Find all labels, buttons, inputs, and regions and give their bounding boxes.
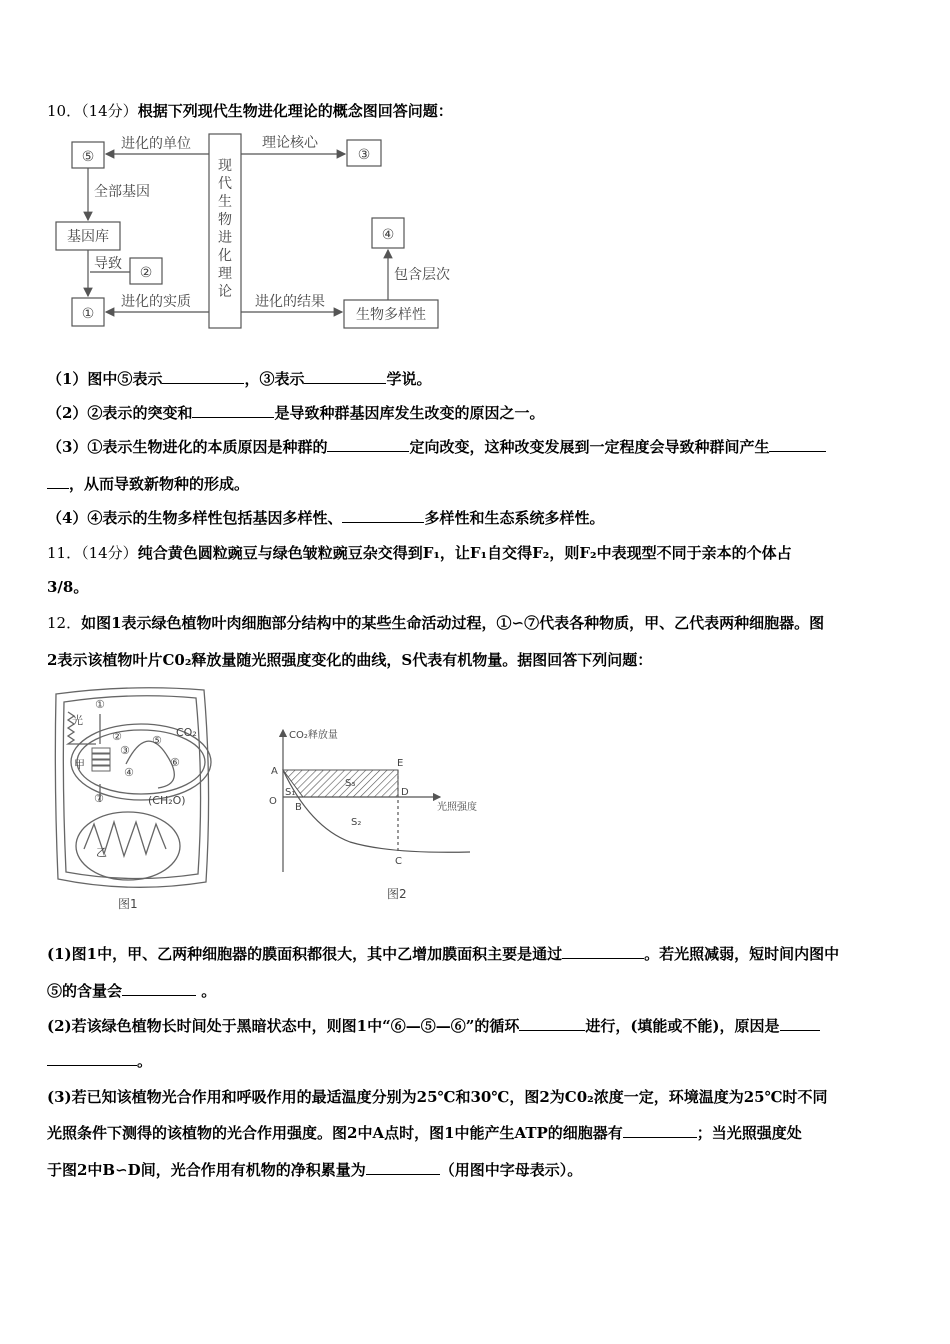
y-axis-label: CO₂释放量 xyxy=(289,730,338,741)
num-1: ① xyxy=(95,698,105,711)
q12-part2-cont xyxy=(47,1051,152,1071)
label-lead: 导致 xyxy=(94,256,122,272)
q12-part3-l3 xyxy=(47,1160,582,1180)
q12-p2-blank2-cont[interactable] xyxy=(47,1051,137,1066)
q11-text-1: 纯合黄色圆粒豌豆与绿色皱粒豌豆杂交得到F₁，让F₁自交得F₂，则F₂中表现型不同于亲本的个体占 xyxy=(137,544,792,562)
q12-part1 xyxy=(47,944,839,964)
box-1-label: ① xyxy=(81,306,95,322)
q11-text-2: 3/8。 xyxy=(47,578,89,596)
thylakoid xyxy=(92,760,110,765)
q12-line1 xyxy=(47,613,824,633)
q10-p1-blank1[interactable] xyxy=(162,369,244,384)
q11-line2 xyxy=(47,577,88,597)
q10-stem xyxy=(47,101,453,121)
q10-p1-text-c: 学说。 xyxy=(386,370,432,388)
box-5-label: ⑤ xyxy=(81,149,95,165)
q10-part3 xyxy=(47,437,826,457)
q10-p1-blank2[interactable] xyxy=(304,369,386,384)
q10-number: 10． xyxy=(47,102,82,120)
figure1-cell-diagram xyxy=(46,684,216,914)
point-e: E xyxy=(397,758,404,769)
point-a: A xyxy=(271,766,278,777)
q12-p3-text-d: 于图2中B∽D间，光合作用有机物的净积累量为 xyxy=(47,1161,366,1179)
figure2-co2-curve xyxy=(265,722,490,907)
theory-char: 现 xyxy=(218,158,232,174)
q12-p3-blank2[interactable] xyxy=(366,1160,440,1175)
q12-p1-blank1[interactable] xyxy=(562,944,644,959)
label-all-genes: 全部基因 xyxy=(94,184,150,200)
yi-label: 乙 xyxy=(96,846,107,859)
q12-p3-text-c: ；当光照强度处 xyxy=(696,1124,802,1142)
point-b: B xyxy=(295,802,302,813)
q10-part3-cont xyxy=(47,474,249,494)
thylakoid xyxy=(92,748,110,753)
q10-stem-text: 根据下列现代生物进化理论的概念图回答问题： xyxy=(137,102,453,120)
q12-p2-blank2[interactable] xyxy=(780,1016,820,1031)
point-o: O xyxy=(269,796,277,807)
x-axis-label: 光照强度 xyxy=(437,802,477,813)
point-d: D xyxy=(401,787,409,798)
q12-p2-text-c: 。 xyxy=(137,1052,153,1070)
q12-line2 xyxy=(47,650,652,670)
area-s3 xyxy=(283,770,398,797)
box-4-label: ④ xyxy=(381,227,395,243)
q10-p2-blank[interactable] xyxy=(192,403,274,418)
thylakoid xyxy=(92,766,110,771)
q10-score: （14分） xyxy=(81,102,138,120)
label-s2: S₂ xyxy=(351,817,362,828)
q10-part2 xyxy=(47,403,544,423)
box-2-label: ② xyxy=(139,265,153,281)
num-2: ② xyxy=(112,730,122,743)
q10-p3-text-a: （3）①表示生物进化的本质原因是种群的 xyxy=(47,438,328,456)
q12-part2 xyxy=(47,1016,820,1036)
q11-score: （14分） xyxy=(81,544,138,562)
q10-p1-text-a: （1）图中⑤表示 xyxy=(47,370,163,388)
q10-p3-text-b: 定向改变，这种改变发展到一定程度会导致种群间产生 xyxy=(409,438,770,456)
thylakoid xyxy=(92,754,110,759)
theory-char: 物 xyxy=(218,212,232,228)
q12-text-1: 如图1表示绿色植物叶肉细胞部分结构中的某些生命活动过程，①∽⑦代表各种物质，甲、乙代表两种细胞器。图 xyxy=(81,614,825,632)
label-result: 进化的结果 xyxy=(255,294,325,310)
diversity-label: 生物多样性 xyxy=(356,307,426,323)
q12-p1-blank2[interactable] xyxy=(122,981,196,996)
light-label: 光 xyxy=(72,714,83,727)
label-unit: 进化的单位 xyxy=(121,136,191,152)
q12-p1-text-c: ⑤的含量会 xyxy=(47,982,123,1000)
q10-p4-text-b: 多样性和生态系统多样性。 xyxy=(424,509,605,527)
ch2o-label: (CH₂O) xyxy=(148,794,186,807)
num-3: ③ xyxy=(120,744,130,757)
q11-number: 11． xyxy=(47,544,82,562)
q10-p2-text-a: （2）②表示的突变和 xyxy=(47,404,193,422)
num-6: ⑥ xyxy=(170,756,180,769)
q12-p2-text-a: (2)若该绿色植物长时间处于黑暗状态中，则图1中“⑥—⑤—⑥”的循环 xyxy=(47,1017,520,1035)
label-s1: S₁ xyxy=(285,787,296,798)
theory-char: 化 xyxy=(218,248,232,264)
q12-part3-l2 xyxy=(47,1123,802,1143)
q12-text-2: 2表示该植物叶片C0₂释放量随光照强度变化的曲线，S代表有机物量。据图回答下列问题： xyxy=(47,651,653,669)
theory-char: 理 xyxy=(218,266,232,282)
num-7: ⑦ xyxy=(94,792,104,805)
label-s3: S₃ xyxy=(345,778,356,789)
theory-char: 论 xyxy=(218,284,232,300)
q12-p1-text-a: (1)图1中，甲、乙两种细胞器的膜面积都很大，其中乙增加膜面积主要是通过 xyxy=(47,945,563,963)
box-3-label: ③ xyxy=(357,147,371,163)
q10-p3-blank2[interactable] xyxy=(769,437,826,452)
q12-p1-text-b: 。若光照减弱，短时间内图中 xyxy=(644,945,840,963)
figure2-caption: 图2 xyxy=(387,887,407,901)
q10-part4 xyxy=(47,508,604,528)
q12-p3-text-e: （用图中字母表示）。 xyxy=(439,1161,583,1179)
num-5: ⑤ xyxy=(152,734,162,747)
q10-p4-blank[interactable] xyxy=(342,508,424,523)
co2-label: CO₂ xyxy=(176,726,197,739)
q12-number: 12． xyxy=(47,614,82,632)
q10-part1 xyxy=(47,369,431,389)
label-levels: 包含层次 xyxy=(394,267,450,283)
jia-label: 甲 xyxy=(74,758,85,771)
theory-char: 代 xyxy=(218,176,232,192)
q10-p2-text-b: 是导致种群基因库发生改变的原因之一。 xyxy=(274,404,545,422)
q12-p2-blank1[interactable] xyxy=(519,1016,585,1031)
gene-pool-label: 基因库 xyxy=(67,229,109,245)
q10-p1-text-b: ，③表示 xyxy=(244,370,305,388)
q11-line1 xyxy=(47,543,792,563)
q12-p3-blank1[interactable] xyxy=(623,1123,697,1138)
q10-p4-text-a: （4）④表示的生物多样性包括基因多样性、 xyxy=(47,509,343,527)
q10-p3-blank1[interactable] xyxy=(327,437,409,452)
q12-part1-cont xyxy=(47,981,216,1001)
q12-p1-text-d: 。 xyxy=(201,982,217,1000)
point-c: C xyxy=(395,856,402,867)
label-core: 理论核心 xyxy=(262,135,318,151)
label-essence: 进化的实质 xyxy=(121,294,191,310)
figure1-caption: 图1 xyxy=(118,897,138,911)
theory-char: 进 xyxy=(218,230,232,246)
q12-p3-text-b: 光照条件下测得的该植物的光合作用强度。图2中A点时，图1中能产生ATP的细胞器有 xyxy=(47,1124,623,1142)
q10-p3-blank2-cont[interactable] xyxy=(47,474,69,489)
theory-vertical-text xyxy=(218,158,232,300)
q12-part3 xyxy=(47,1087,828,1107)
evolution-concept-diagram xyxy=(50,130,460,335)
q10-p3-text-c: ，从而导致新物种的形成。 xyxy=(69,475,250,493)
theory-char: 生 xyxy=(218,194,232,210)
q12-p2-text-b: 进行，(填能或不能)，原因是 xyxy=(585,1017,780,1035)
num-4: ④ xyxy=(124,766,134,779)
q12-p3-text-a: (3)若已知该植物光合作用和呼吸作用的最适温度分别为25℃和30℃，图2为C0₂浓度一定，环境温度为25℃时不同 xyxy=(47,1088,828,1106)
